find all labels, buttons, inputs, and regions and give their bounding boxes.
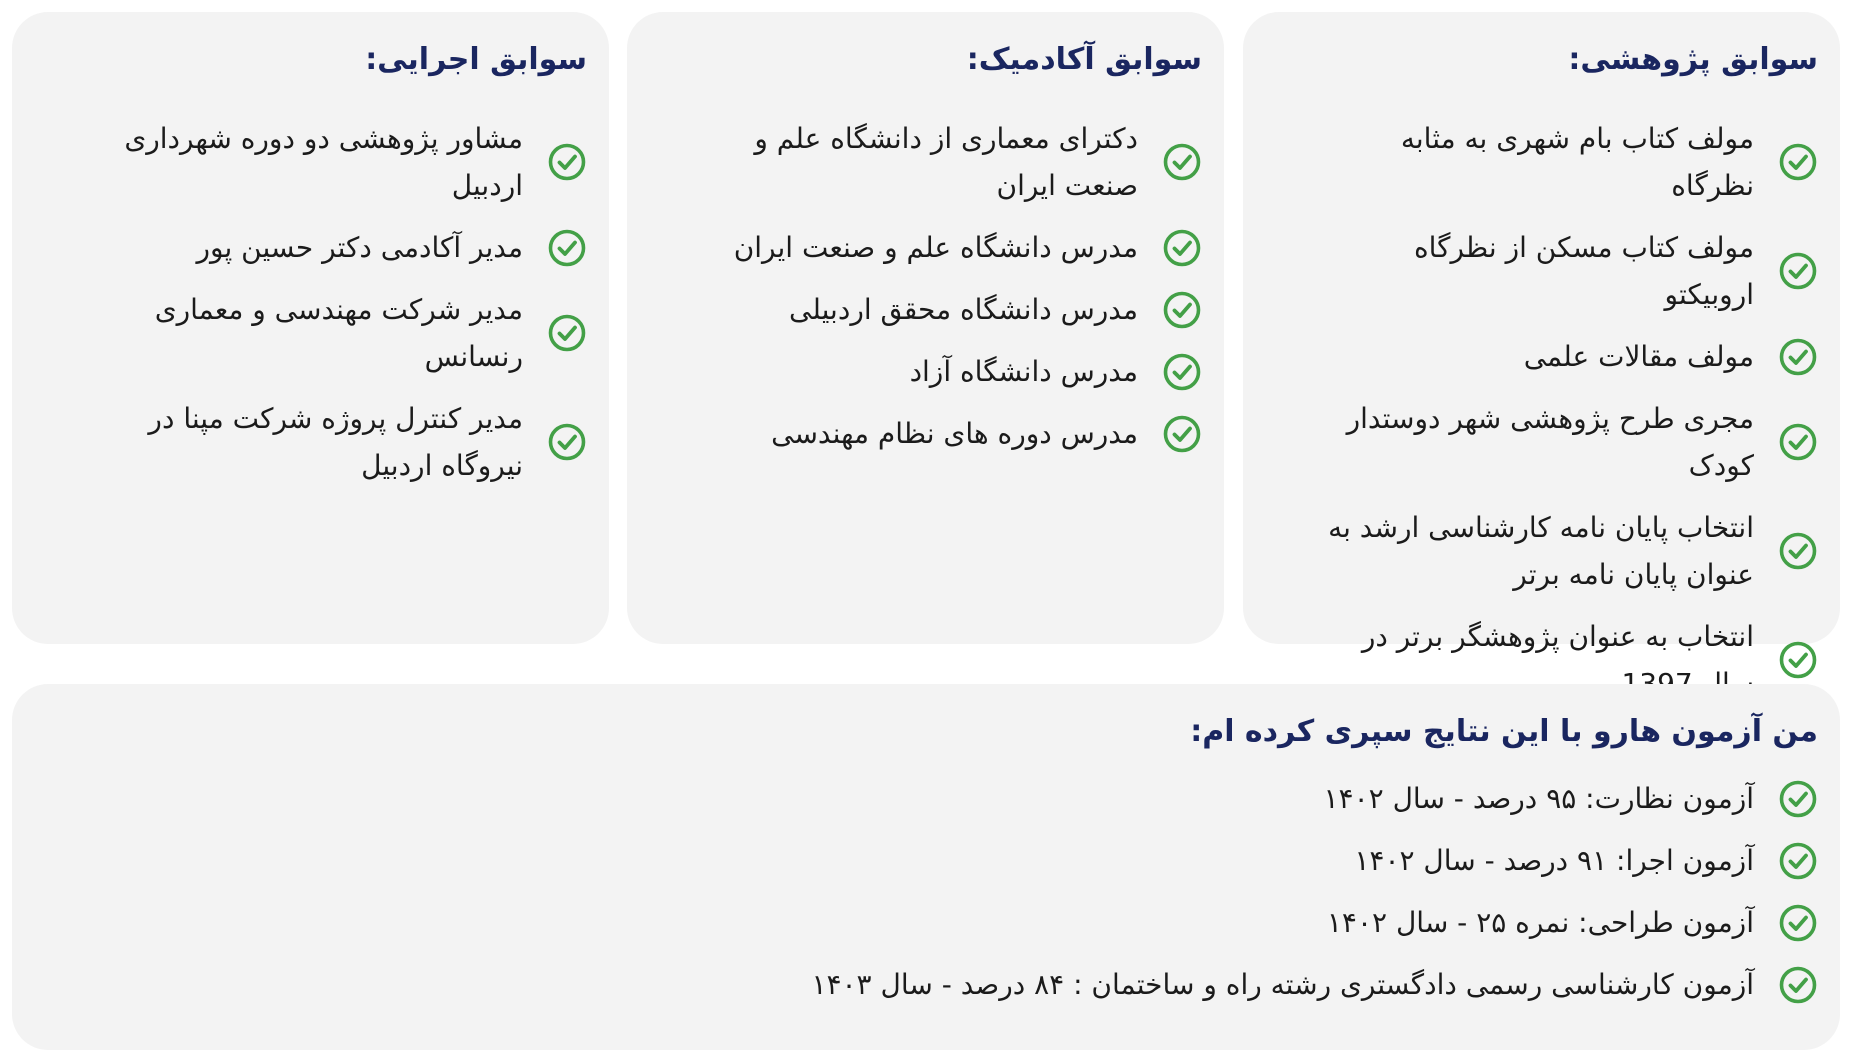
list-item-text: مدرس دوره های نظام مهندسی: [771, 417, 1138, 450]
list-item: [1318, 395, 1818, 489]
list-item-text: مولف کتاب مسکن از نظرگاه اروبیکتو: [1413, 231, 1754, 311]
check-circle-icon: [1162, 414, 1202, 454]
check-circle-icon: [1162, 228, 1202, 268]
list-item: [87, 395, 587, 489]
check-circle-icon: [1778, 531, 1818, 571]
list-item: [87, 224, 587, 271]
list-item-text: آزمون طراحی: نمره ۲۵ - سال ۱۴۰۲: [1326, 906, 1754, 939]
list-item-text: انتخاب پایان نامه کارشناسی ارشد به عنوان پایان نامه برتر: [1328, 511, 1754, 591]
list-item: [418, 775, 1818, 822]
exam-title: من آزمون هارو با این نتایج سپری کرده ام:: [1190, 714, 1818, 749]
check-circle-icon: [1778, 640, 1818, 680]
executive-title: سوابق اجرایی:: [365, 42, 587, 77]
check-circle-icon: [1778, 779, 1818, 819]
list-item-text: آزمون اجرا: ۹۱ درصد - سال ۱۴۰۲: [1354, 844, 1754, 877]
list-item-text: دکترای معماری از دانشگاه علم و صنعت ایران: [754, 122, 1138, 202]
check-circle-icon: [1778, 841, 1818, 881]
list-item-text: مدیر شرکت مهندسی و معماری رنسانس: [154, 293, 523, 373]
list-item: [418, 899, 1818, 946]
executive-list: [87, 115, 587, 504]
check-circle-icon: [1162, 352, 1202, 392]
check-circle-icon: [1778, 965, 1818, 1005]
list-item-text: انتخاب به عنوان پژوهشگر برتر در: [1361, 620, 1754, 653]
list-item: [702, 410, 1202, 457]
exam-results-card: [12, 684, 1840, 1050]
list-item-text: مدیر کنترل پروژه شرکت مپنا در نیروگاه اردبیل: [148, 402, 523, 482]
list-item: [702, 224, 1202, 271]
check-circle-icon: [1778, 422, 1818, 462]
list-item: [418, 961, 1818, 1008]
check-circle-icon: [547, 228, 587, 268]
academic-title: سوابق آکادمیک:: [966, 42, 1202, 77]
list-item-text: مدیر آکادمی دکتر حسین پور: [196, 231, 523, 264]
research-title: سوابق پژوهشی:: [1568, 42, 1818, 77]
check-circle-icon: [547, 422, 587, 462]
check-circle-icon: [547, 313, 587, 353]
list-item: [702, 115, 1202, 209]
executive-card: [12, 12, 609, 644]
list-item: [1318, 224, 1818, 318]
list-item-text: مدرس دانشگاه محقق اردبیلی: [789, 293, 1138, 326]
check-circle-icon: [1162, 142, 1202, 182]
list-item-text: آزمون کارشناسی رسمی دادگستری رشته راه و ساختمان : ۸۴ درصد - سال ۱۴۰۳: [811, 968, 1754, 1001]
list-item-text: مولف کتاب بام شهری به مثابه نظرگاه: [1400, 122, 1754, 202]
check-circle-icon: [547, 142, 587, 182]
research-card: [1243, 12, 1840, 653]
list-item: [1318, 333, 1818, 380]
list-item: [702, 348, 1202, 395]
list-item: [702, 286, 1202, 333]
list-item: [87, 115, 587, 209]
list-item-text: مولف مقالات علمی: [1523, 340, 1754, 373]
academic-card: [627, 12, 1224, 644]
research-list: [1318, 115, 1818, 722]
exam-list: [418, 775, 1818, 1023]
list-item-text: مدرس دانشگاه آزاد: [909, 355, 1138, 388]
list-item: [1318, 504, 1818, 598]
list-item: [418, 837, 1818, 884]
list-item-text: مشاور پژوهشی دو دوره شهرداری اردبیل: [124, 122, 523, 202]
check-circle-icon: [1778, 903, 1818, 943]
check-circle-icon: [1162, 290, 1202, 330]
check-circle-icon: [1778, 142, 1818, 182]
list-item-text: مجری طرح پژوهشی شهر دوستدار کودک: [1346, 402, 1754, 482]
list-item: [87, 286, 587, 380]
academic-list: [702, 115, 1202, 472]
list-item-text: مدرس دانشگاه علم و صنعت ایران: [733, 231, 1138, 264]
list-item-text: آزمون نظارت: ۹۵ درصد - سال ۱۴۰۲: [1323, 782, 1754, 815]
check-circle-icon: [1778, 251, 1818, 291]
list-item: [1318, 115, 1818, 209]
check-circle-icon: [1778, 337, 1818, 377]
